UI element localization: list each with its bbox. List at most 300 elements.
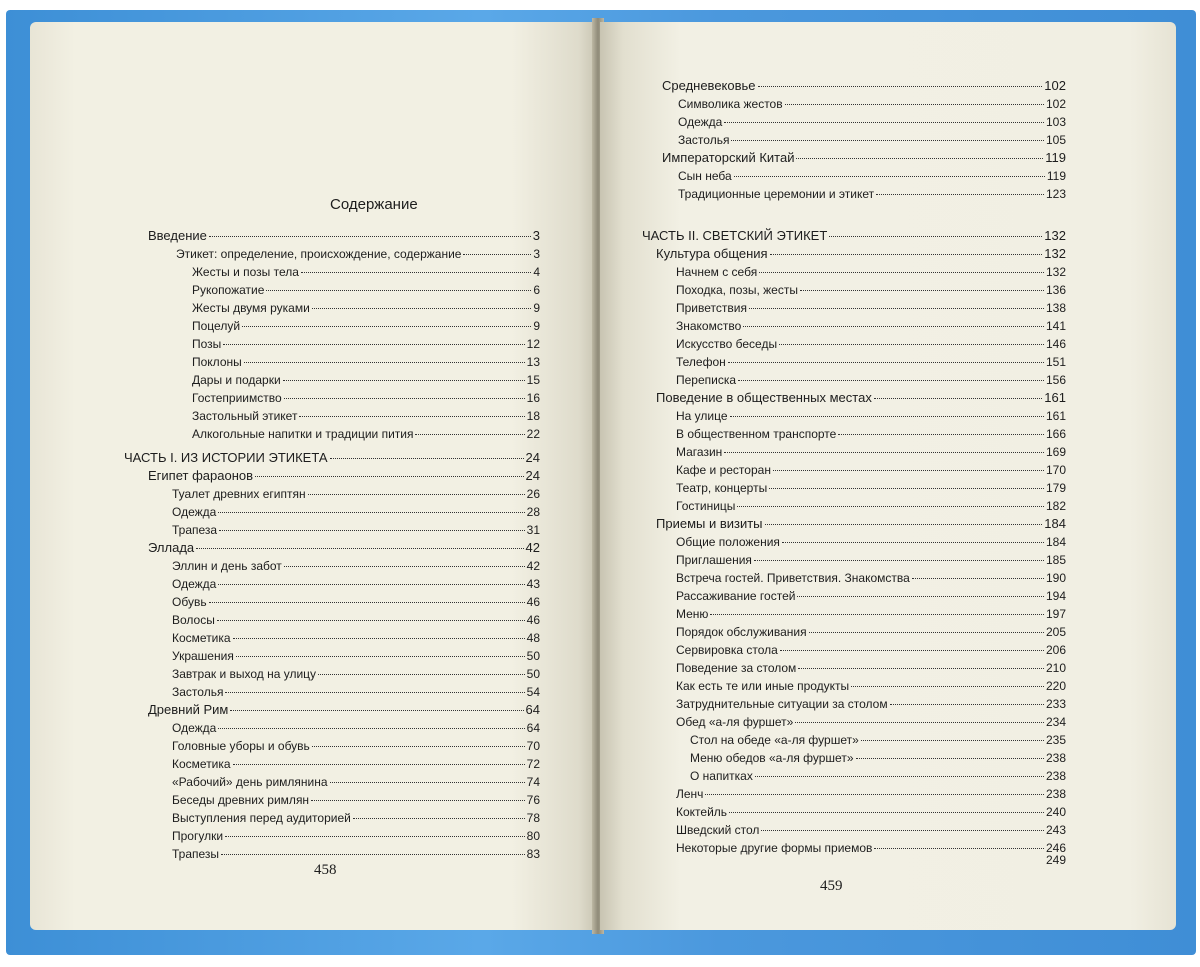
toc-leader-dots [890,704,1044,705]
toc-entry-label: Поведение за столом [676,661,797,675]
toc-entry-label: Императорский Китай [662,150,795,165]
toc-leader-dots [230,710,523,711]
toc-entry-page: 234 [1045,715,1066,729]
toc-entry-label: Одежда [172,505,217,519]
toc-leader-dots [728,362,1044,363]
toc-entry-page: 22 [526,427,540,441]
toc-entry [676,444,1066,460]
toc-entry [192,264,540,280]
toc-entry [172,810,540,826]
toc-entry [676,426,1066,442]
toc-entry [176,246,540,262]
toc-entry [192,390,540,406]
toc-entry-label: Жесты двумя руками [192,301,310,315]
toc-entry-page: 13 [526,355,540,369]
toc-entry-label: На улице [676,409,728,423]
toc-leader-dots [800,290,1044,291]
toc-entry [172,846,540,862]
toc-entry-label: Сын неба [678,169,732,183]
toc-entry-label: Позы [192,337,222,351]
toc-leader-dots [218,728,524,729]
toc-entry-page: 206 [1045,643,1066,657]
page-number-right: 459 [820,878,843,894]
toc-leader-dots [738,380,1044,381]
toc-entry [676,624,1066,640]
toc-entry-label: Рукопожатие [192,283,265,297]
toc-leader-dots [874,398,1042,399]
toc-entry [172,504,540,520]
toc-entry [656,516,1066,532]
toc-entry-label: Застолья [678,133,730,147]
toc-entry-page: 64 [525,702,540,717]
toc-leader-dots [734,176,1045,177]
toc-entry-page: 249 [1045,853,1066,867]
toc-entry [676,714,1066,730]
toc-entry [676,660,1066,676]
toc-entry [192,372,540,388]
toc-entry-page: 184 [1045,535,1066,549]
toc-entry-page: 102 [1044,78,1066,93]
toc-entry-label: Начнем с себя [676,265,758,279]
toc-leader-dots [796,158,1043,159]
toc-entry [172,522,540,538]
toc-entry-label: «Рабочий» день римлянина [172,775,328,789]
toc-entry [662,150,1066,166]
toc-entry [676,498,1066,514]
toc-entry-label: О напитках [690,769,753,783]
toc-entry [676,804,1066,820]
toc-entry-label: Приглашения [676,553,752,567]
toc-entry-label: Завтрак и выход на улицу [172,667,317,681]
toc-entry-page: 16 [526,391,540,405]
toc-leader-dots [809,632,1044,633]
toc-entry [192,336,540,352]
toc-entry-page: 76 [526,793,540,807]
toc-entry [172,684,540,700]
toc-entry-page: 170 [1045,463,1066,477]
toc-entry [676,462,1066,478]
toc-entry-label: Застолья [172,685,224,699]
toc-leader-dots [255,476,524,477]
toc-entry-label: Древний Рим [148,702,229,717]
toc-leader-dots [730,416,1044,417]
toc-leader-dots [724,122,1044,123]
toc-entry-label: Эллада [148,540,195,555]
toc-entry-label: Одежда [678,115,723,129]
toc-left [30,22,596,930]
toc-entry-page: 161 [1044,390,1066,405]
toc-entry-page: 70 [526,739,540,753]
right-page [600,22,1176,930]
toc-entry-page: 141 [1045,319,1066,333]
toc-entry-page: 161 [1045,409,1066,423]
toc-entry-page: 184 [1044,516,1066,531]
toc-entry-page: 243 [1045,823,1066,837]
toc-entry-label: Обед «а-ля фуршет» [676,715,794,729]
toc-entry-label: Некоторые другие формы приемов [676,841,873,855]
toc-leader-dots [225,692,524,693]
toc-entry-label: Гостиницы [676,499,736,513]
toc-entry-page: 6 [533,283,540,297]
toc-leader-dots [301,272,531,273]
toc-leader-dots [876,194,1044,195]
toc-entry [172,486,540,502]
toc-entry-label: Поклоны [192,355,242,369]
toc-leader-dots [765,524,1043,525]
toc-entry [690,732,1066,748]
toc-entry [192,318,540,334]
toc-entry [148,468,540,484]
toc-leader-dots [415,434,524,435]
toc-entry-label: Алкогольные напитки и традиции пития [192,427,414,441]
toc-entry-label: Прогулки [172,829,224,843]
toc-entry-page: 3 [533,247,540,261]
toc-leader-dots [769,488,1044,489]
toc-entry [678,132,1066,148]
toc-leader-dots [330,782,525,783]
toc-entry [676,570,1066,586]
toc-leader-dots [770,254,1043,255]
toc-entry-label: Эллин и день забот [172,559,282,573]
toc-leader-dots [729,812,1044,813]
toc-entry [678,168,1066,184]
toc-entry [148,702,540,718]
toc-leader-dots [785,104,1044,105]
toc-leader-dots [266,290,531,291]
toc-leader-dots [283,380,525,381]
toc-leader-dots [705,794,1044,795]
toc-entry-label: Рассаживание гостей [676,589,796,603]
toc-entry-label: Шведский стол [676,823,760,837]
toc-entry [676,588,1066,604]
toc-entry-page: 78 [526,811,540,825]
toc-leader-dots [851,686,1044,687]
toc-entry-label: Приветствия [676,301,747,315]
toc-entry [172,666,540,682]
toc-entry-page: 179 [1045,481,1066,495]
toc-entry-label: Сервировка стола [676,643,778,657]
toc-entry-label: Обувь [172,595,207,609]
toc-entry-page: 220 [1045,679,1066,693]
toc-entry-label: Косметика [172,757,231,771]
toc-right [600,22,1176,930]
toc-leader-dots [779,344,1044,345]
toc-entry [642,228,1066,244]
toc-entry-label: Традиционные церемонии и этикет [678,187,875,201]
toc-leader-dots [284,398,525,399]
toc-entry-page: 240 [1045,805,1066,819]
toc-leader-dots [463,254,531,255]
toc-entry-page: 138 [1045,301,1066,315]
toc-entry-label: В общественном транспорте [676,427,837,441]
toc-entry-label: Затруднительные ситуации за столом [676,697,888,711]
toc-entry-page: 146 [1045,337,1066,351]
toc-entry-page: 238 [1045,769,1066,783]
toc-leader-dots [242,326,531,327]
toc-entry-page: 132 [1044,246,1066,261]
toc-entry [172,828,540,844]
toc-entry [676,408,1066,424]
toc-entry [676,282,1066,298]
toc-entry-label: Искусство беседы [676,337,778,351]
toc-entry-label: Телефон [676,355,726,369]
toc-entry-page: 119 [1046,169,1066,183]
toc-entry-label: Головные уборы и обувь [172,739,310,753]
toc-entry [172,792,540,808]
toc-entry-label: Стол на обеде «а-ля фуршет» [690,733,859,747]
toc-entry [676,264,1066,280]
toc-entry-page: 119 [1045,150,1066,165]
toc-entry-label: Театр, концерты [676,481,768,495]
toc-entry-page: 136 [1045,283,1066,297]
toc-entry-label: Введение [148,228,207,243]
toc-entry-page: 48 [526,631,540,645]
toc-entry [676,642,1066,658]
toc-entry-page: 24 [525,468,540,483]
toc-entry-page: 74 [526,775,540,789]
toc-entry-page: 50 [526,667,540,681]
toc-entry-page: 197 [1045,607,1066,621]
toc-leader-dots [223,344,524,345]
toc-entry-label: Трапезы [172,847,220,861]
toc-entry [172,720,540,736]
toc-entry [662,78,1066,94]
toc-entry [656,390,1066,406]
toc-entry-label: Порядок обслуживания [676,625,807,639]
toc-entry-label: Как есть те или иные продукты [676,679,850,693]
toc-entry [172,756,540,772]
toc-entry-label: Египет фараонов [148,468,254,483]
toc-leader-dots [225,836,525,837]
toc-entry-page: 105 [1045,133,1066,147]
toc-entry-label: Символика жестов [678,97,783,111]
toc-entry-page: 18 [526,409,540,423]
toc-leader-dots [196,548,523,549]
toc-entry [678,96,1066,112]
toc-entry-label: Культура общения [656,246,768,261]
toc-entry-label: Волосы [172,613,215,627]
toc-entry-label: Украшения [172,649,234,663]
toc-entry-label: Гостеприимство [192,391,282,405]
toc-leader-dots [798,668,1044,669]
toc-leader-dots [217,620,525,621]
toc-entry-label: ЧАСТЬ II. СВЕТСКИЙ ЭТИКЕТ [642,228,828,243]
toc-entry-page: 123 [1045,187,1066,201]
toc-entry-label: Переписка [676,373,737,387]
toc-entry-page: 43 [526,577,540,591]
toc-leader-dots [330,458,524,459]
toc-entry-label: Жесты и позы тела [192,265,299,279]
toc-entry [172,630,540,646]
toc-leader-dots [754,560,1044,561]
toc-entry-page: 235 [1045,733,1066,747]
toc-entry-page: 54 [526,685,540,699]
toc-leader-dots [219,530,525,531]
page-number-left: 458 [314,862,337,878]
toc-entry-page: 12 [526,337,540,351]
toc-entry-label: Этикет: определение, происхождение, содержание [176,247,462,261]
toc-entry [192,408,540,424]
toc-leader-dots [233,638,525,639]
toc-leader-dots [312,308,532,309]
toc-entry [676,678,1066,694]
toc-entry-label: ЧАСТЬ I. ИЗ ИСТОРИИ ЭТИКЕТА [124,450,328,465]
toc-leader-dots [797,596,1044,597]
toc-entry [192,300,540,316]
toc-entry-page: 156 [1045,373,1066,387]
toc-entry-page: 102 [1045,97,1066,111]
toc-leader-dots [710,614,1044,615]
toc-entry-page: 42 [526,559,540,573]
toc-leader-dots [743,326,1044,327]
toc-leader-dots [749,308,1044,309]
toc-leader-dots [874,848,1044,849]
toc-entry-page: 233 [1045,697,1066,711]
toc-leader-dots [782,542,1044,543]
toc-leader-dots [838,434,1044,435]
toc-entry [676,480,1066,496]
toc-entry-page: 205 [1045,625,1066,639]
toc-entry-page: 4 [533,265,540,279]
toc-leader-dots [856,758,1044,759]
toc-leader-dots [759,272,1044,273]
toc-entry-page: 238 [1045,751,1066,765]
toc-entry [678,186,1066,202]
toc-entry-label: Меню [676,607,709,621]
toc-leader-dots [284,566,525,567]
toc-entry [676,300,1066,316]
toc-leader-dots [312,746,525,747]
toc-entry-page: 190 [1045,571,1066,585]
toc-entry-page: 238 [1045,787,1066,801]
toc-leader-dots [731,140,1044,141]
toc-entry [148,540,540,556]
toc-entry-page: 15 [526,373,540,387]
toc-entry [676,786,1066,802]
toc-leader-dots [737,506,1044,507]
toc-leader-dots [780,650,1044,651]
toc-entry-page: 72 [526,757,540,771]
toc-entry-label: Знакомство [676,319,742,333]
toc-entry-label: Походка, позы, жесты [676,283,798,297]
toc-entry [656,246,1066,262]
toc-entry [690,750,1066,766]
toc-entry-page: 185 [1045,553,1066,567]
toc-leader-dots [221,854,525,855]
toc-leader-dots [829,236,1042,237]
toc-entry [678,114,1066,130]
toc-entry [172,576,540,592]
toc-leader-dots [236,656,525,657]
toc-leader-dots [758,86,1043,87]
toc-leader-dots [299,416,524,417]
toc-entry-label: Меню обедов «а-ля фуршет» [690,751,854,765]
toc-entry [148,228,540,244]
toc-entry-page: 9 [533,301,540,315]
toc-entry [676,372,1066,388]
toc-entry [172,612,540,628]
toc-leader-dots [724,452,1044,453]
toc-entry [676,354,1066,370]
toc-entry-label: Одежда [172,577,217,591]
toc-entry-page: 46 [526,595,540,609]
toc-leader-dots [761,830,1044,831]
toc-entry [676,318,1066,334]
toc-entry [172,774,540,790]
toc-entry-label: Дары и подарки [192,373,281,387]
toc-entry-label: Беседы древних римлян [172,793,310,807]
toc-leader-dots [773,470,1044,471]
toc-entry-label: Коктейль [676,805,728,819]
toc-entry-label: Одежда [172,721,217,735]
toc-entry [192,282,540,298]
toc-entry-page: 83 [526,847,540,861]
toc-entry [124,450,540,466]
toc-entry-label: Застольный этикет [192,409,298,423]
toc-entry-label: Приемы и визиты [656,516,763,531]
toc-entry-page: 9 [533,319,540,333]
toc-entry-label: Общие положения [676,535,780,549]
toc-leader-dots [233,764,525,765]
toc-entry [676,822,1066,838]
toc-entry-page: 50 [526,649,540,663]
toc-entry-page: 132 [1045,265,1066,279]
toc-entry-label: Средневековье [662,78,756,93]
toc-entry [676,696,1066,712]
toc-entry [690,768,1066,784]
toc-entry [172,738,540,754]
toc-entry-label: Кафе и ресторан [676,463,771,477]
toc-entry-label: Выступления перед аудиторией [172,811,351,825]
toc-entry-page: 42 [525,540,540,555]
toc-entry-page: 210 [1045,661,1066,675]
toc-leader-dots [308,494,525,495]
toc-leader-dots [218,512,524,513]
toc-entry-page: 246 [1045,841,1066,855]
toc-entry-page: 132 [1044,228,1066,243]
toc-leader-dots [755,776,1044,777]
toc-leader-dots [861,740,1044,741]
toc-entry [676,552,1066,568]
page-title: Содержание [330,196,418,213]
toc-entry-label: Встреча гостей. Приветствия. Знакомства [676,571,910,585]
toc-entry-label: Ленч [676,787,704,801]
toc-entry [676,336,1066,352]
toc-leader-dots [311,800,525,801]
toc-entry-page: 151 [1045,355,1066,369]
toc-entry-page: 182 [1045,499,1066,513]
toc-entry [192,354,540,370]
toc-entry-label: Магазин [676,445,723,459]
toc-entry [676,606,1066,622]
toc-entry-label: Косметика [172,631,231,645]
toc-leader-dots [209,236,531,237]
toc-leader-dots [795,722,1044,723]
toc-leader-dots [318,674,525,675]
toc-entry-page: 46 [526,613,540,627]
toc-entry-page: 80 [526,829,540,843]
left-page [30,22,596,930]
toc-entry-page: 64 [526,721,540,735]
toc-entry-page: 194 [1045,589,1066,603]
toc-entry-page: 31 [526,523,540,537]
toc-entry-page: 103 [1045,115,1066,129]
toc-entry-page: 26 [526,487,540,501]
toc-entry-page: 24 [525,450,540,465]
toc-leader-dots [244,362,525,363]
toc-entry [192,426,540,442]
toc-leader-dots [209,602,525,603]
